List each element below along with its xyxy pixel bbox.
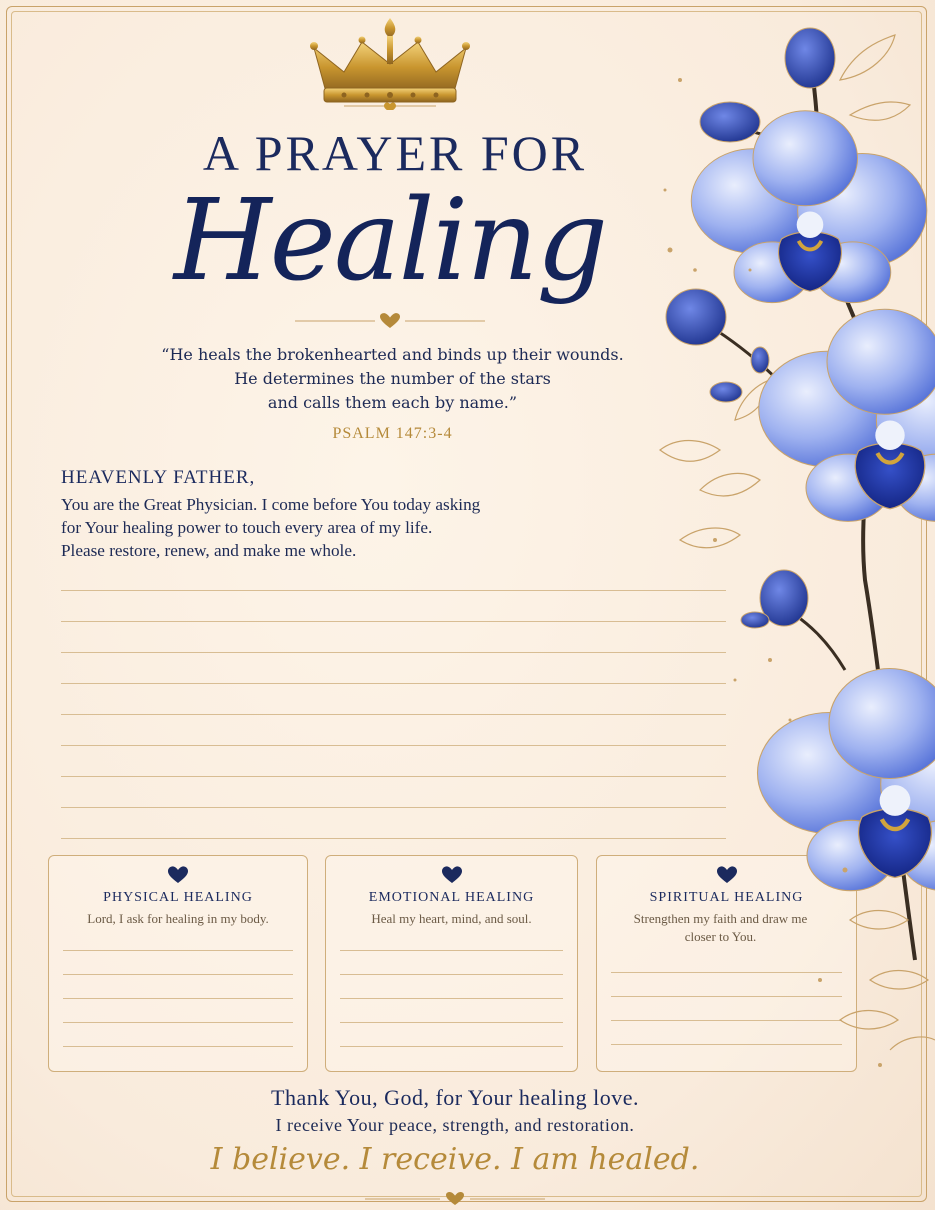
prayer-body — [61, 493, 621, 562]
writing-line[interactable] — [61, 652, 726, 653]
closing-affirmation: I believe. I receive. I am healed. — [210, 1142, 700, 1177]
prayer-line: You are the Great Physician. I come before You today asking — [61, 495, 481, 514]
writing-line[interactable] — [61, 621, 726, 622]
card-subtitle: Heal my heart, mind, and soul. — [371, 911, 532, 926]
card-physical-healing — [48, 855, 308, 1072]
crown-icon — [304, 14, 476, 110]
verse-line: and calls them each by name.” — [267, 393, 518, 412]
writing-lines[interactable] — [61, 590, 726, 869]
title-divider — [290, 312, 490, 330]
heart-icon — [442, 866, 462, 884]
writing-line[interactable] — [61, 590, 726, 591]
card-title: PHYSICAL HEALING — [103, 890, 253, 905]
verse-reference: PSALM 147:3-4 — [332, 425, 453, 442]
writing-line[interactable] — [61, 745, 726, 746]
writing-line[interactable] — [61, 683, 726, 684]
card-subtitle: Lord, I ask for healing in my body. — [87, 911, 269, 926]
card-title: EMOTIONAL HEALING — [368, 890, 535, 905]
writing-line[interactable] — [61, 807, 726, 808]
title-top: A PRAYER FOR — [202, 125, 588, 181]
verse-line: “He heals the brokenhearted and binds up their wounds. — [161, 345, 624, 364]
closing-thanks: Thank You, God, for Your healing love. — [271, 1085, 639, 1110]
verse-quote — [120, 343, 665, 415]
closing-receive: I receive Your peace, strength, and restoration. — [275, 1115, 635, 1135]
prayer-line: Please restore, renew, and make me whole. — [61, 541, 357, 560]
prayer-line: for Your healing power to touch every area of my life. — [61, 518, 433, 537]
verse-line: He determines the number of the stars — [234, 369, 551, 388]
card-title: SPIRITUAL HEALING — [649, 890, 804, 905]
writing-line[interactable] — [61, 838, 726, 839]
card-writing-lines[interactable] — [340, 950, 563, 1070]
prayer-salutation: HEAVENLY FATHER, — [61, 467, 256, 488]
orchid-illustration — [640, 20, 935, 1080]
heart-icon — [446, 1192, 464, 1205]
card-emotional-healing — [325, 855, 578, 1072]
writing-line[interactable] — [61, 776, 726, 777]
title-script: Healing — [173, 176, 607, 306]
heart-icon — [380, 313, 400, 328]
bottom-divider — [360, 1190, 550, 1206]
card-writing-lines[interactable] — [63, 950, 293, 1070]
card-subtitle: Strengthen my faith and draw me closer to You. — [633, 911, 808, 944]
writing-line[interactable] — [61, 714, 726, 715]
heart-icon — [168, 866, 188, 884]
